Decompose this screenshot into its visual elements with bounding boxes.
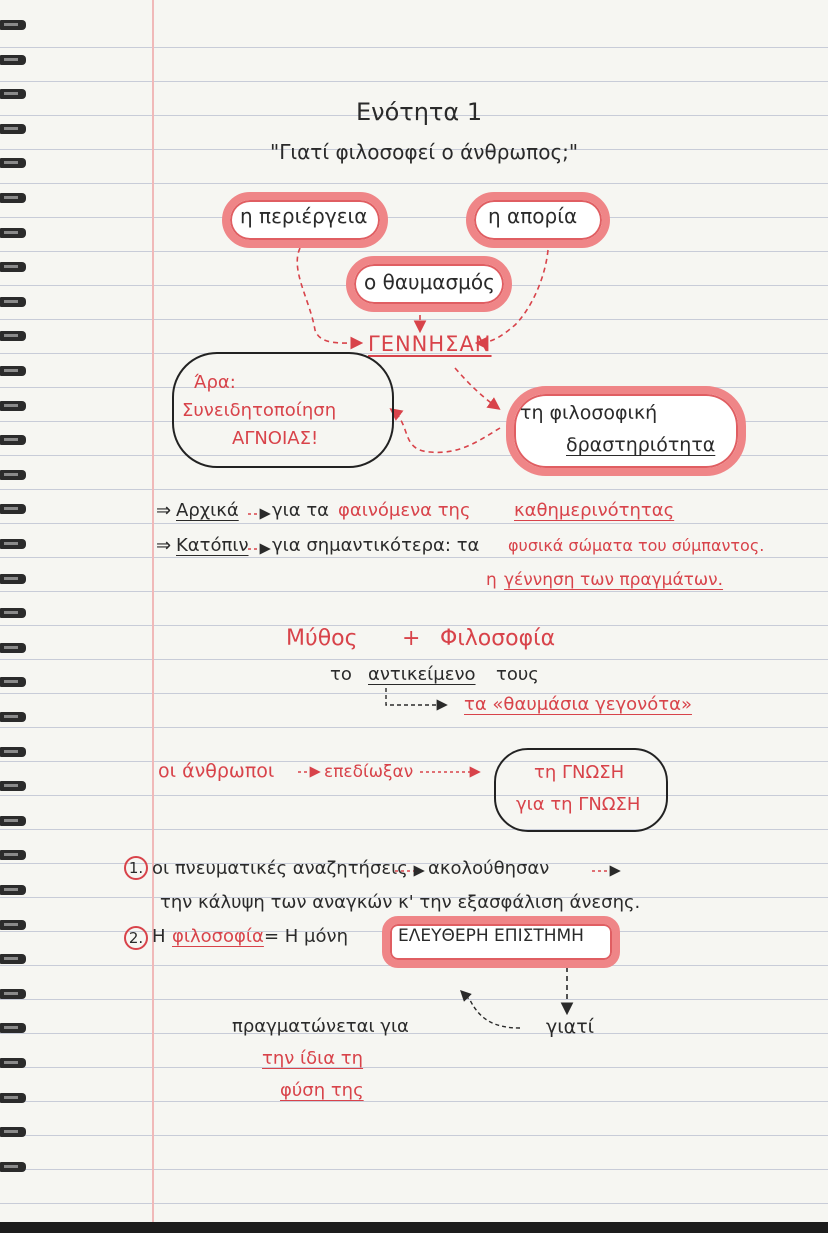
later-label: Κατόπιν	[176, 535, 249, 556]
initially-red-text: φαινόμενα της	[338, 500, 471, 521]
awareness-line3: ΑΓΝΟΙΑΣ!	[232, 428, 319, 449]
point2-prefix: Η	[152, 926, 166, 947]
philosophy-heading: Φιλοσοφία	[440, 626, 556, 651]
initially-text: για τα	[272, 500, 330, 521]
implies-arrow-2: ⇒	[156, 535, 172, 556]
arrow-object-to-wonders	[386, 688, 445, 705]
cause-aporia: η απορία	[488, 204, 578, 228]
awareness-line2: Συνειδητοποίηση	[182, 400, 337, 421]
gave-birth: ΓΕΝΝΗΣΑΝ	[368, 332, 492, 356]
myth: Μύθος	[286, 626, 358, 651]
activity-line1: τη φιλοσοφική	[520, 402, 658, 424]
later-text: για σημαντικότερα: τα	[272, 535, 480, 556]
point2-number: 2.	[124, 926, 148, 950]
point1-line2: την κάλυψη των αναγκών κ' την εξασφάλιση άνεσης.	[160, 892, 641, 913]
cloud-knowledge	[494, 748, 668, 832]
point2-middle: = Η μόνη	[264, 926, 348, 947]
realized-line3: φύση της	[280, 1080, 364, 1101]
activity-line2: δραστηριότητα	[566, 434, 716, 456]
awareness-line1: Άρα:	[194, 372, 236, 393]
object-prefix: το	[330, 664, 352, 685]
later-red-line2-underlined: γέννηση των πραγμάτων.	[504, 570, 724, 590]
realized-line1: πραγματώνεται για	[232, 1016, 409, 1037]
knowledge-line1: τη ΓΝΩΣΗ	[534, 762, 625, 783]
arrow-to-activity	[455, 368, 498, 408]
initially-label: Αρχικά	[176, 500, 239, 521]
cause-wonder: ο θαυμασμός	[364, 270, 495, 294]
point1-line1: οι πνευματικές αναζητήσεις	[152, 858, 408, 879]
point1-followed: ακολούθησαν	[428, 858, 550, 879]
plus-sign: +	[402, 626, 421, 651]
wonderful-events: τα «θαυμάσια γεγονότα»	[464, 694, 692, 715]
their-object: αντικείμενο	[368, 664, 476, 685]
section-subtitle: "Γιατί φιλοσοφεί ο άνθρωπος;"	[270, 140, 579, 164]
free-science: ΕΛΕΥΘΕΡΗ ΕΠΙΣΤΗΜΗ	[398, 926, 584, 946]
knowledge-line2: για τη ΓΝΩΣΗ	[516, 794, 641, 815]
humans-text: οι άνθρωποι	[158, 760, 275, 782]
initially-red-underlined: καθημερινότητας	[514, 500, 675, 521]
implies-arrow-1: ⇒	[156, 500, 172, 521]
realized-line2: την ίδια τη	[262, 1048, 364, 1069]
cause-curiosity: η περιέργεια	[240, 204, 368, 228]
pursued-text: επεδίωξαν	[324, 762, 414, 782]
point1-number: 1.	[124, 856, 148, 880]
later-red-text: φυσικά σώματα του σύμπαντος.	[508, 536, 765, 555]
object-suffix: τους	[496, 664, 539, 685]
arrow-why-to-realized	[462, 992, 520, 1028]
point2-philosophy: φιλοσοφία	[172, 926, 264, 947]
section-title: Ενότητα 1	[356, 98, 483, 126]
why-text: γιατί	[546, 1016, 595, 1038]
arrow-to-awareness	[392, 410, 500, 452]
later-red-line2-prefix: η	[486, 570, 497, 590]
cloud-philosophical-activity	[506, 386, 746, 476]
